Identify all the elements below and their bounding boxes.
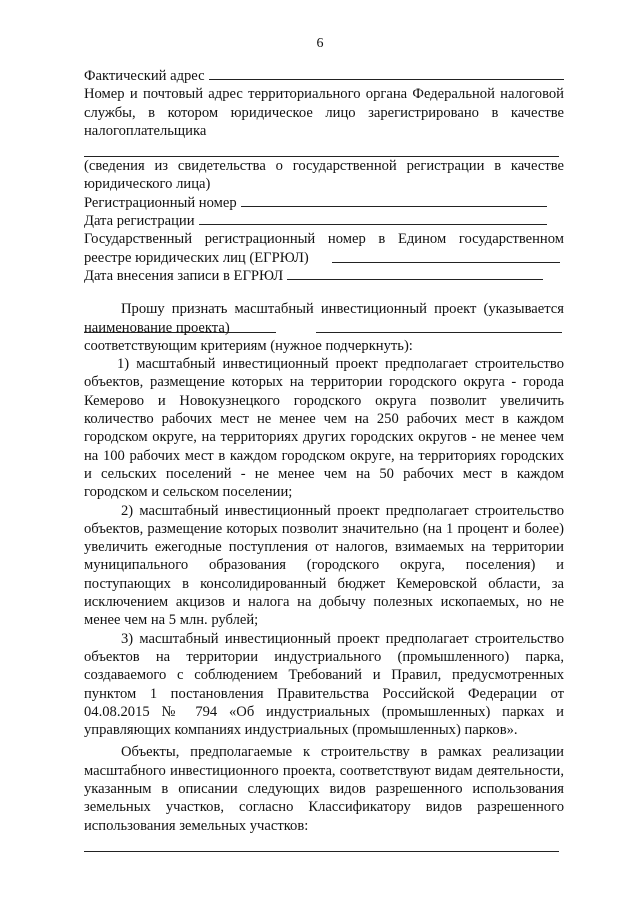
registration-date-line [84, 212, 564, 230]
project-name-field[interactable] [316, 332, 562, 333]
tax-authority-text: Номер и почтовый адрес территориального органа Федеральной налоговой службы, в котором юридическое лицо зарегистрировано в качестве налогоплательщика [84, 86, 564, 139]
registration-number-field[interactable] [241, 194, 547, 207]
egrul-date-label: Дата внесения записи в ЕГРЮЛ [84, 267, 284, 284]
criteria-intro-text: соответствующим критериям (нужное подчеркнуть): [84, 337, 413, 354]
ogrn-field[interactable] [332, 262, 560, 263]
request-intro-text: Прошу признать масштабный инвестиционный проект (указывается наименование проекта) [84, 301, 564, 336]
egrul-date-field[interactable] [287, 267, 543, 280]
ogrn-text [84, 230, 564, 267]
objects-paragraph: Объекты, предполагаемые к строительству в рамках реализации масштабного инвестиционного проекта, соответствуют видам деятельности, указанным в описании следующих видов разрешенного использования земельных участков, согласно Классификатору видов разрешенного использования земельных участков: [84, 744, 564, 834]
criterion-1: 1) масштабный инвестиционный проект предполагает строительство объектов, размещение которых на территории городского округа - города Кемерово и Новокузнецкого городского округа позволит увеличить количество рабочих мест не менее чем на 250 рабочих мест в каждом городском округе, на территориях других городских округов - не менее чем на 100 рабочих мест в каждом городском округе, на территориях городских и сельских поселений - не менее чем на 50 рабочих мест в каждом городском и сельском поселении; [84, 356, 564, 501]
criterion-2: 2) масштабный инвестиционный проект предполагает строительство объектов, размещение которых позволит значительно (на 1 процент и более) увеличить ежегодные поступления от налогов, взимаемых на территории муниципального образования (городского округа, поселения) и поступающих в консолидированный бюджет Кемеровской области, за исключением акцизов и налога на добычу полезных ископаемых, но не менее чем на 5 млн. рублей; [84, 502, 564, 629]
ogrn-label: Государственный регистрационный номер в Едином государственном реестре юридических лиц (ЕГРЮЛ) [84, 231, 564, 266]
land-use-field[interactable] [84, 835, 559, 852]
criteria-intro [84, 337, 564, 355]
egrul-date-line [84, 267, 564, 285]
registration-number-line [84, 194, 564, 212]
page-number: 6 [316, 36, 324, 51]
actual-address-line [84, 67, 564, 85]
actual-address-field[interactable] [209, 67, 564, 80]
registration-date-label: Дата регистрации [84, 213, 195, 230]
criterion-3: 3) масштабный инвестиционный проект предполагает строительство объектов на территории индустриального (промышленного) парка, создаваемого с соблюдением Требований и Правил, предусмотренных пунктом 1 постановления Правительства Российской Федерации от 04.08.2015 № 794 «Об индустриальных (промышленных) парках и управляющих компаниях индустриальных (промышленных) парков». [84, 630, 564, 739]
registration-note: (сведения из свидетельства о государственной регистрации в качестве юридического лица) [84, 158, 564, 193]
registration-number-label: Регистрационный номер [84, 194, 237, 211]
tax-authority-field[interactable] [84, 140, 559, 157]
document-body [84, 67, 564, 852]
actual-address-label: Фактический адрес [84, 68, 205, 84]
project-name-field-line2[interactable] [84, 332, 276, 333]
registration-date-field[interactable] [199, 212, 547, 225]
